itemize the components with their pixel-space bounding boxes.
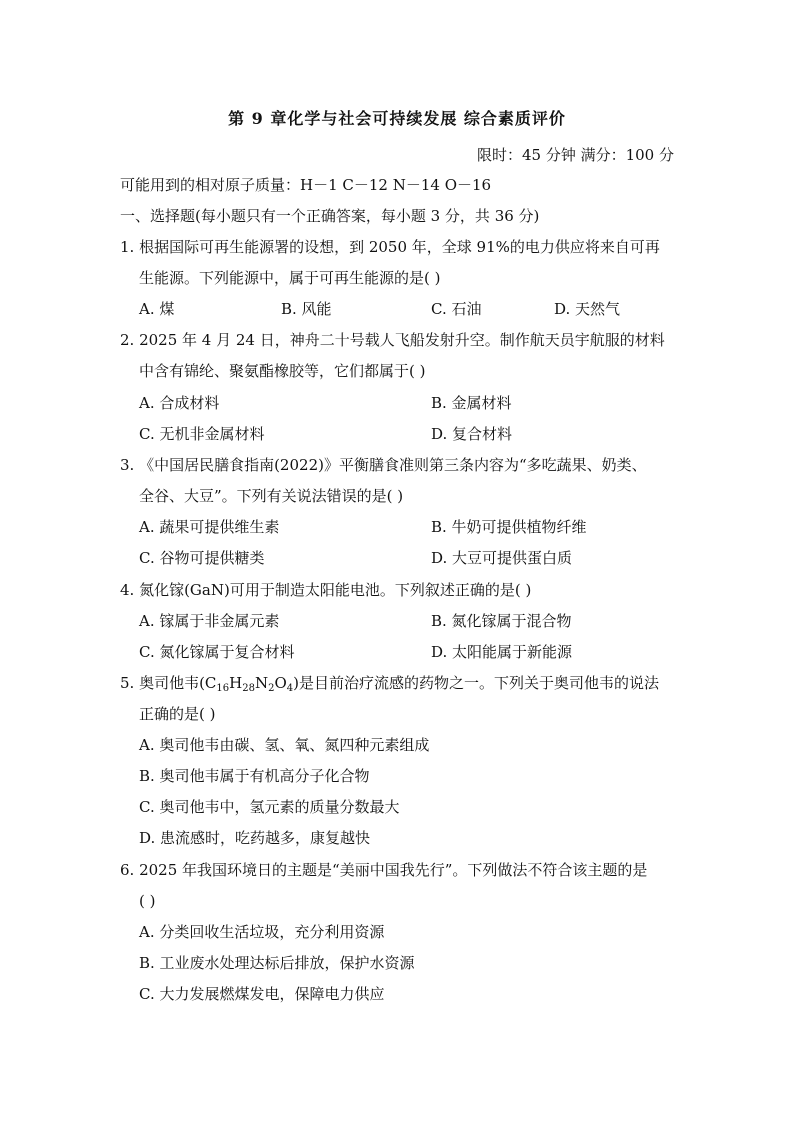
formula-element-h: H [229, 674, 243, 692]
question-2-option-c: C. 无机非金属材料 [139, 425, 265, 443]
question-1-line-2: 生能源。下列能源中，属于可再生能源的是( ) [139, 269, 441, 287]
formula-element-o: O [274, 674, 287, 692]
question-5-line-1 [120, 673, 659, 693]
question-6-line-1: 6. 2025 年我国环境日的主题是“美丽中国我先行”。下列做法不符合该主题的是 [120, 861, 648, 879]
question-1-option-b: B. 风能 [281, 300, 332, 318]
formula-sub-1: 16 [216, 683, 230, 694]
question-2-option-a: A. 合成材料 [139, 394, 220, 412]
question-5-option-b: B. 奥司他韦属于有机高分子化合物 [139, 767, 370, 785]
question-3-option-a: A. 蔬果可提供维生素 [139, 518, 280, 536]
question-6-option-b: B. 工业废水处理达标后排放，保护水资源 [139, 954, 415, 972]
question-4-option-a: A. 镓属于非金属元素 [139, 612, 280, 630]
question-1-option-a: A. 煤 [139, 300, 175, 318]
time-limit: 限时：45 分钟 满分：100 分 [476, 146, 674, 164]
question-1-line-1: 1. 根据国际可再生能源署的设想，到 2050 年，全球 91%的电力供应将来自可再 [120, 238, 660, 256]
question-5-option-d: D. 患流感时，吃药越多，康复越快 [139, 829, 371, 847]
question-5-option-a: A. 奥司他韦由碳、氢、氧、氮四种元素组成 [139, 736, 430, 754]
question-5-text-end: )是目前治疗流感的药物之一。下列关于奥司他韦的说法 [293, 674, 660, 692]
question-1-option-c: C. 石油 [431, 300, 482, 318]
question-6-option-c: C. 大力发展燃煤发电，保障电力供应 [139, 985, 385, 1003]
formula-sub-3: 2 [268, 683, 275, 694]
question-2-option-b: B. 金属材料 [431, 394, 512, 412]
question-6-option-a: A. 分类回收生活垃圾，充分利用资源 [139, 923, 385, 941]
question-3-option-d: D. 大豆可提供蛋白质 [431, 549, 573, 567]
question-3-option-b: B. 牛奶可提供植物纤维 [431, 518, 587, 536]
question-3-line-1: 3. 《中国居民膳食指南(2022)》平衡膳食准则第三条内容为“多吃蔬果、奶类、 [120, 456, 647, 474]
question-3-option-c: C. 谷物可提供糖类 [139, 549, 265, 567]
question-4-option-c: C. 氮化镓属于复合材料 [139, 643, 295, 661]
question-3-line-2: 全谷、大豆”。下列有关说法错误的是( ) [139, 487, 404, 505]
question-5-text-start: 5. 奥司他韦(C [120, 674, 217, 692]
atomic-mass-note: 可能用到的相对原子质量：H－1 C－12 N－14 O－16 [120, 176, 492, 194]
question-5-line-2: 正确的是( ) [139, 705, 216, 723]
question-2-line-1: 2. 2025 年 4 月 24 日，神舟二十号载人飞船发射升空。制作航天员宇航服的材料 [120, 331, 665, 349]
question-5-option-c: C. 奥司他韦中，氢元素的质量分数最大 [139, 798, 400, 816]
question-4-line-1: 4. 氮化镓(GaN)可用于制造太阳能电池。下列叙述正确的是( ) [120, 581, 532, 599]
section-heading: 一、选择题(每小题只有一个正确答案，每小题 3 分，共 36 分) [120, 207, 540, 225]
question-4-option-d: D. 太阳能属于新能源 [431, 643, 573, 661]
question-2-line-2: 中含有锦纶、聚氨酯橡胶等，它们都属于( ) [139, 362, 426, 380]
formula-sub-2: 28 [242, 683, 255, 694]
formula-sub-4: 4 [286, 683, 294, 694]
question-1-option-d: D. 天然气 [554, 300, 621, 318]
question-6-line-2: ( ) [139, 892, 156, 910]
question-4-option-b: B. 氮化镓属于混合物 [431, 612, 572, 630]
page-title: 第 9 章化学与社会可持续发展 综合素质评价 [228, 109, 566, 128]
question-2-option-d: D. 复合材料 [431, 425, 513, 443]
formula-element-n: N [254, 674, 269, 692]
